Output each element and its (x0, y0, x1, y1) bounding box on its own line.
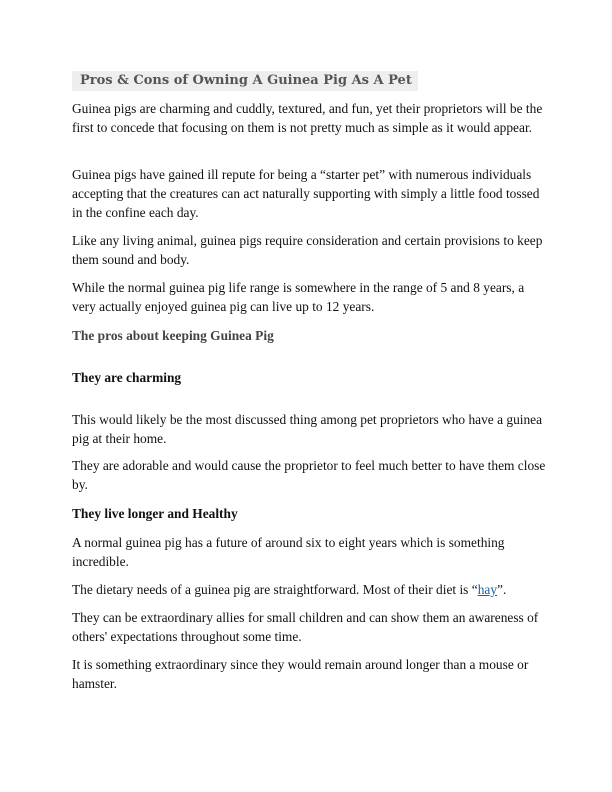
paragraph: Like any living animal, guinea pigs require consideration and certain provisions to keep them sound and body. (72, 233, 543, 267)
page-title: Pros & Cons of Owning A Guinea Pig As A Pet (72, 71, 418, 91)
subheading: They are charming (72, 370, 182, 385)
paragraph: While the normal guinea pig life range is somewhere in the range of 5 and 8 years, a very actually enjoyed guinea pig can live up to 12 years. (72, 280, 525, 314)
paragraph: Guinea pigs are charming and cuddly, textured, and fun, yet their proprietors will be the first to concede that focusing on them is not pretty much as simple as it would appear. (72, 101, 543, 135)
section-heading: The pros about keeping Guinea Pig (72, 328, 274, 343)
paragraph: A normal guinea pig has a future of around six to eight years which is something incredible. (72, 535, 505, 569)
paragraph: This would likely be the most discussed thing among pet proprietors who have a guinea pig at their home. (72, 412, 543, 446)
text: ”. (497, 582, 507, 597)
paragraph: It is something extraordinary since they would remain around longer than a mouse or hamster. (72, 657, 529, 691)
paragraph: They are adorable and would cause the proprietor to feel much better to have them close by. (72, 458, 546, 492)
paragraph: Guinea pigs have gained ill repute for being a “starter pet” with numerous individuals accepting that the creatures can act naturally supporting with simply a little food tossed in the confine each day. (72, 167, 540, 220)
subheading: They live longer and Healthy (72, 506, 238, 521)
hay-link[interactable]: hay (477, 582, 498, 597)
paragraph (72, 580, 547, 599)
text: The dietary needs of a guinea pig are straightforward. Most of their diet is “ (72, 582, 478, 597)
paragraph: They can be extraordinary allies for small children and can show them an awareness of others' expectations throughout some time. (72, 610, 539, 644)
